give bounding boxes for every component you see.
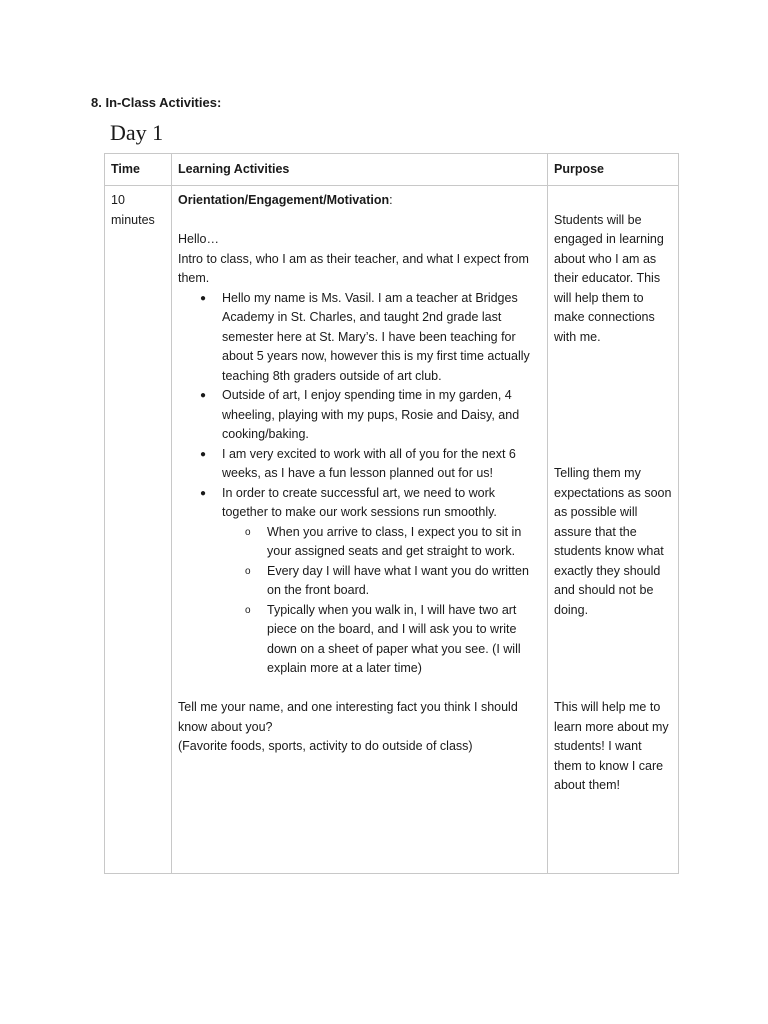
section-heading: 8. In-Class Activities: <box>91 95 222 110</box>
activities-cell <box>172 186 548 874</box>
list-item: ● I am very excited to work with all of you for the next 6 weeks, as I have a fun lesson planned out for us! <box>222 445 541 484</box>
table-row <box>105 186 679 874</box>
table-header-row <box>105 154 679 186</box>
list-item <box>222 484 541 679</box>
prompt-note: (Favorite foods, sports, activity to do outside of class) <box>178 739 473 753</box>
purpose-text-1: Students will be engaged in learning about who I am as their educator. This will help them to make connections with me. <box>554 212 664 344</box>
sub-list-item: o When you arrive to class, I expect you to sit in your assigned seats and get straight to work. <box>267 523 541 562</box>
intro-text: Intro to class, who I am as their teacher, and what I expect from them. <box>178 251 529 285</box>
column-header-time: Time <box>105 154 172 186</box>
phase-label: Orientation/Engagement/Motivation <box>178 193 390 207</box>
bullet-list <box>178 289 541 679</box>
sub-list-item: o Every day I will have what I want you do written on the front board. <box>267 562 541 601</box>
purpose-text-3: This will help me to learn more about my students! I want them to know I care about them! <box>554 700 669 792</box>
sub-list-item: o Typically when you walk in, I will have two art piece on the board, and I will ask you to write down on a sheet of paper what you see. (I will explain more at a later time) <box>267 601 541 679</box>
column-header-purpose: Purpose <box>548 154 679 186</box>
purpose-cell <box>548 186 679 874</box>
column-header-activities: Learning Activities <box>172 154 548 186</box>
prompt-text: Tell me your name, and one interesting fact you think I should know about you? <box>178 700 518 734</box>
sub-bullet-list <box>222 523 541 679</box>
list-item-text: In order to create successful art, we need to work together to make our work sessions run smoothly. <box>222 485 497 519</box>
phase-heading <box>178 191 541 211</box>
day-title: Day 1 <box>110 120 164 145</box>
time-cell: 10 minutes <box>105 186 172 874</box>
purpose-text-2: Telling them my expectations as soon as possible will assure that the students know what exactly they should and should not be doing. <box>554 466 672 617</box>
greeting-text: Hello… <box>178 232 219 246</box>
lesson-plan-table <box>104 153 679 874</box>
phase-suffix: : <box>389 193 393 207</box>
list-item: ● Hello my name is Ms. Vasil. I am a teacher at Bridges Academy in St. Charles, and taught 2nd grade last semester here at St. Mary’s. I have been teaching for about 5 years now, however this is my first time actually teaching 8th graders outside of art club. <box>222 289 541 387</box>
list-item: ● Outside of art, I enjoy spending time in my garden, 4 wheeling, playing with my pups, Rosie and Daisy, and cooking/baking. <box>222 386 541 445</box>
